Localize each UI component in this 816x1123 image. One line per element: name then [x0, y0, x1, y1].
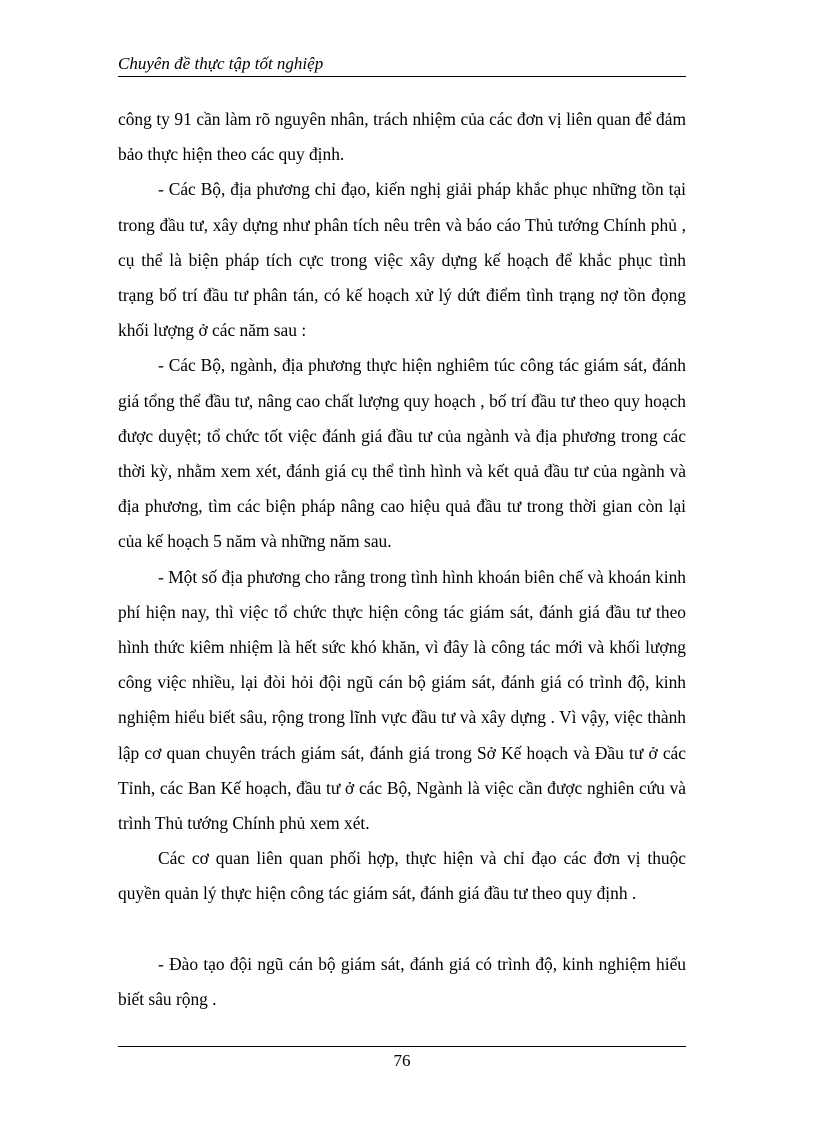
- paragraph: - Một số địa phương cho rằng trong tình hình khoán biên chế và khoán kinh phí hiện nay, thì việc tổ chức thực hiện công tác giám sát, đánh giá đầu tư theo hình thức kiêm nhiệm là hết sức khó khăn, vì đây là công tác mới và khối lượng công việc nhiều, lại đòi hỏi đội ngũ cán bộ giám sát, đánh giá có trình độ, kinh nghiệm hiểu biết sâu, rộng trong lĩnh vực đầu tư và xây dựng . Vì vậy, việc thành lập cơ quan chuyên trách giám sát, đánh giá trong Sở Kế hoạch và Đầu tư ở các Tỉnh, các Ban Kế hoạch, đầu tư ở các Bộ, Ngành là việc cần được nghiên cứu và trình Thủ tướng Chính phủ xem xét.: [118, 566, 686, 834]
- paragraph: - Đào tạo đội ngũ cán bộ giám sát, đánh giá có trình độ, kinh nghiệm hiểu biết sâu rộng .: [118, 953, 686, 1009]
- page-header: [118, 53, 686, 77]
- blank-line: [118, 912, 686, 947]
- page-number: 76: [393, 1051, 411, 1070]
- paragraph: Các cơ quan liên quan phối hợp, thực hiện và chỉ đạo các đơn vị thuộc quyền quản lý thực hiện công tác giám sát, đánh giá đầu tư theo quy định .: [118, 848, 686, 904]
- paragraph: công ty 91 cần làm rõ nguyên nhân, trách nhiệm của các đơn vị liên quan để đảm bảo thực hiện theo các quy định.: [118, 109, 686, 165]
- header-title: Chuyên đề thực tập tốt nghiệp: [118, 54, 324, 73]
- footer-divider: [118, 1046, 686, 1047]
- paragraph: - Các Bộ, ngành, địa phương thực hiện nghiêm túc công tác giám sát, đánh giá tổng thể đầu tư, nâng cao chất lượng quy hoạch , bố trí đầu tư theo quy hoạch được duyệt; tổ chức tốt việc đánh giá đầu tư của ngành và địa phương trong các thời kỳ, nhằm xem xét, đánh giá cụ thể tình hình và kết quả đầu tư của ngành và địa phương, tìm các biện pháp nâng cao hiệu quả đầu tư trong thời gian còn lại của kế hoạch 5 năm và những năm sau.: [118, 355, 686, 552]
- paragraph: - Các Bộ, địa phương chỉ đạo, kiến nghị giải pháp khắc phục những tồn tại trong đầu tư, xây dựng như phân tích nêu trên và báo cáo Thủ tướng Chính phủ , cụ thể là biện pháp tích cực trong việc xây dựng kế hoạch để khắc phục tình trạng bố trí đầu tư phân tán, có kế hoạch xử lý dứt điểm tình trạng nợ tồn đọng khối lượng ở các năm sau :: [118, 179, 686, 341]
- document-body: [118, 102, 686, 1017]
